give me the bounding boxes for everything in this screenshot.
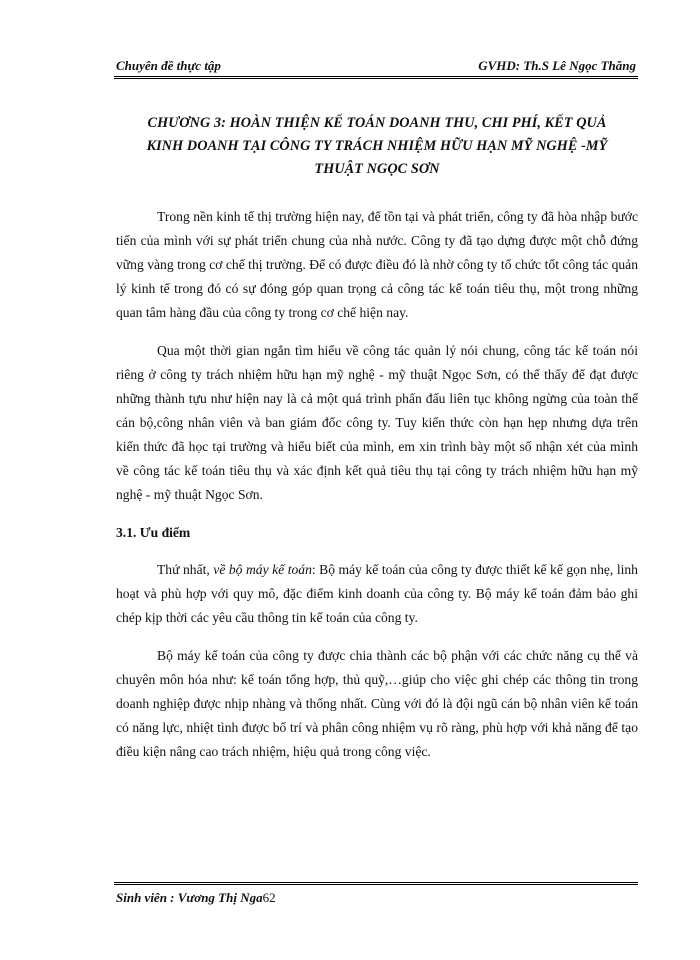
header-left-text: Chuyên đề thực tập bbox=[116, 58, 221, 73]
paragraph-emphasis: về bộ máy kế toán bbox=[213, 562, 312, 577]
paragraph: Bộ máy kế toán của công ty được chia thành các bộ phận với các chức năng cụ thể và chuyên môn hóa như: kế toán tổng hợp, thủ quỹ,…giúp cho việc ghi chép các thông tin trong doanh nghiệp được nhịp nhàng và thống nhất. Cùng với đó là đội ngũ cán bộ nhân viên kế toán có năng lực, nhiệt tình được bố trí và phân công nhiệm vụ rõ ràng, phù hợp với khả năng để tạo điều kiện nâng cao trách nhiệm, hiệu quả trong công việc. bbox=[116, 648, 638, 759]
paragraph-rest: : Bộ máy kế toán của công ty được thiết kế kế gọn nhẹ, linh hoạt và phù hợp với quy mô, đặc điểm kinh doanh của công ty. Bộ máy kế toán đảm bảo ghi chép kịp thời các yêu cầu thông tin kế toán của công ty. bbox=[116, 562, 638, 625]
chapter-title-line: CHƯƠNG 3: HOÀN THIỆN KẾ TOÁN DOANH THU, CHI PHÍ, KẾT QUẢ bbox=[147, 115, 607, 131]
footer-student: Sinh viên : Vương Thị Nga bbox=[116, 890, 263, 905]
paragraph: Trong nền kinh tế thị trường hiện nay, để tồn tại và phát triển, công ty đã hòa nhập bước tiến của mình với sự phát triển chung của nhà nước. Công ty đã tạo dựng được một chỗ đứng vững vàng trong cơ chế thị trường. Để có được điều đó là nhờ công ty tổ chức tốt công tác quản lý kinh tế trong đó có sự đóng góp quan trọng cả công tác kế toán tiêu thụ, một trong những quan tâm hàng đầu của công ty trong cơ chế hiện nay. bbox=[116, 209, 638, 320]
paragraph-lead: Thứ nhất, bbox=[157, 562, 214, 577]
page-footer bbox=[116, 890, 276, 906]
paragraph bbox=[116, 558, 638, 630]
header-rule bbox=[114, 76, 638, 79]
footer-rule bbox=[114, 882, 638, 885]
body-text bbox=[116, 205, 638, 778]
chapter-title bbox=[118, 112, 636, 181]
page-header bbox=[116, 58, 636, 78]
header-right-text: GVHD: Th.S Lê Ngọc Thăng bbox=[478, 58, 636, 73]
paragraph: Qua một thời gian ngắn tìm hiểu về công tác quản lý nói chung, công tác kế toán nói riêng ở công ty trách nhiệm hữu hạn mỹ nghệ - mỹ thuật Ngọc Sơn, có thể thấy để đạt được những thành tựu như hiện nay là cả một quá trình phấn đấu liên tục không ngừng của toàn thể cán bộ,công nhân viên và ban giám đốc công ty. Tuy kiến thức còn hạn hẹp nhưng dựa trên kiến thức đã học tại trường và hiểu biết của mình, em xin trình bày một số nhận xét của mình về công tác kế toán tiêu thụ và xác định kết quả tiêu thụ tại công ty trách nhiệm hữu hạn mỹ nghệ - mỹ thuật Ngọc Sơn. bbox=[116, 343, 638, 502]
page-number: 62 bbox=[262, 890, 276, 905]
chapter-title-line: KINH DOANH TẠI CÔNG TY TRÁCH NHIỆM HỮU HẠN MỸ NGHỆ -MỸ bbox=[146, 138, 608, 154]
section-heading: 3.1. Ưu điểm bbox=[116, 525, 191, 540]
chapter-title-line: THUẬT NGỌC SƠN bbox=[314, 161, 440, 177]
